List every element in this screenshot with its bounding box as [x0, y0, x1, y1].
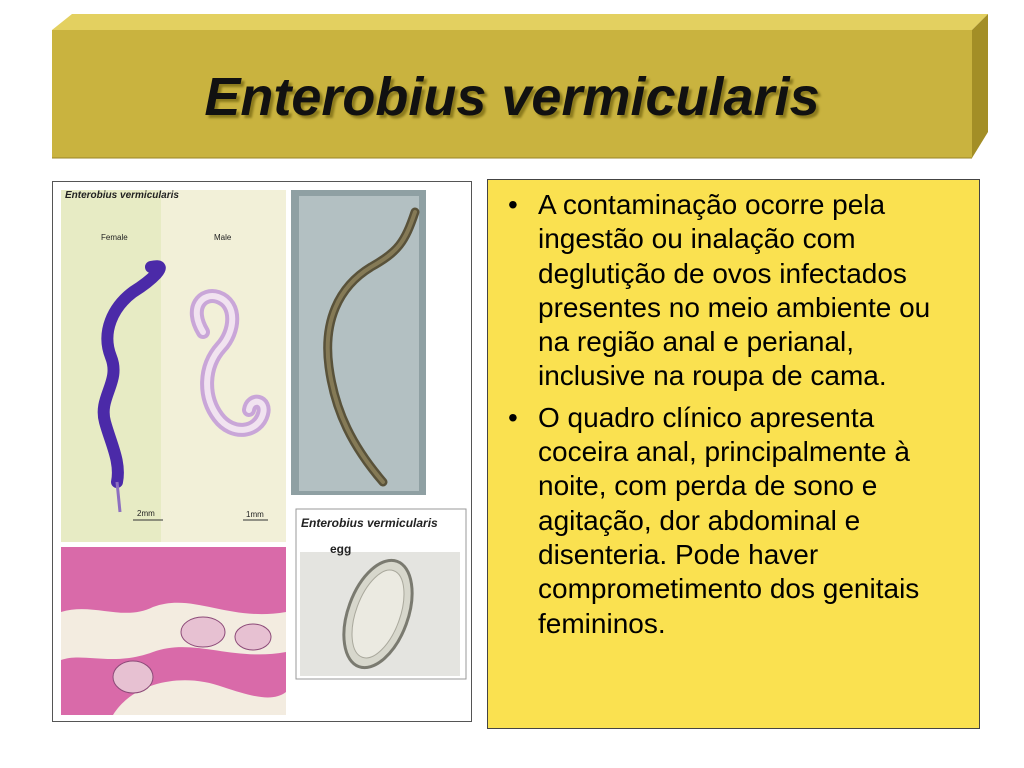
bullet-item-transmission [502, 188, 965, 394]
female-scale-label: 2mm [137, 509, 155, 518]
figure-heading: Enterobius vermicularis [65, 190, 179, 201]
parasite-figure [52, 181, 472, 722]
egg-panel-heading: Enterobius vermicularis [301, 516, 438, 530]
male-scale-label: 1mm [246, 510, 264, 519]
content-box [487, 179, 980, 729]
bullet-text: O quadro clínico apresenta coceira anal, principalmente à noite, com perda de sono e agitação, dor abdominal e disenteria. Pode haver comprometimento dos genitais femininos. [538, 401, 920, 639]
bullet-list [502, 188, 965, 641]
slide-title: Enterobius vermicularis [204, 67, 820, 127]
bullet-text: A contaminação ocorre pela ingestão ou inalação com deglutição de ovos infectados presentes no meio ambiente ou na região anal e perianal, inclusive na roupa de cama. [538, 189, 931, 392]
male-label: Male [214, 233, 232, 242]
female-label: Female [101, 233, 128, 242]
egg-label: egg [330, 542, 352, 556]
bullet-dot: • [508, 401, 518, 433]
bullet-item-clinical [502, 401, 965, 641]
bullet-dot: • [508, 189, 518, 220]
